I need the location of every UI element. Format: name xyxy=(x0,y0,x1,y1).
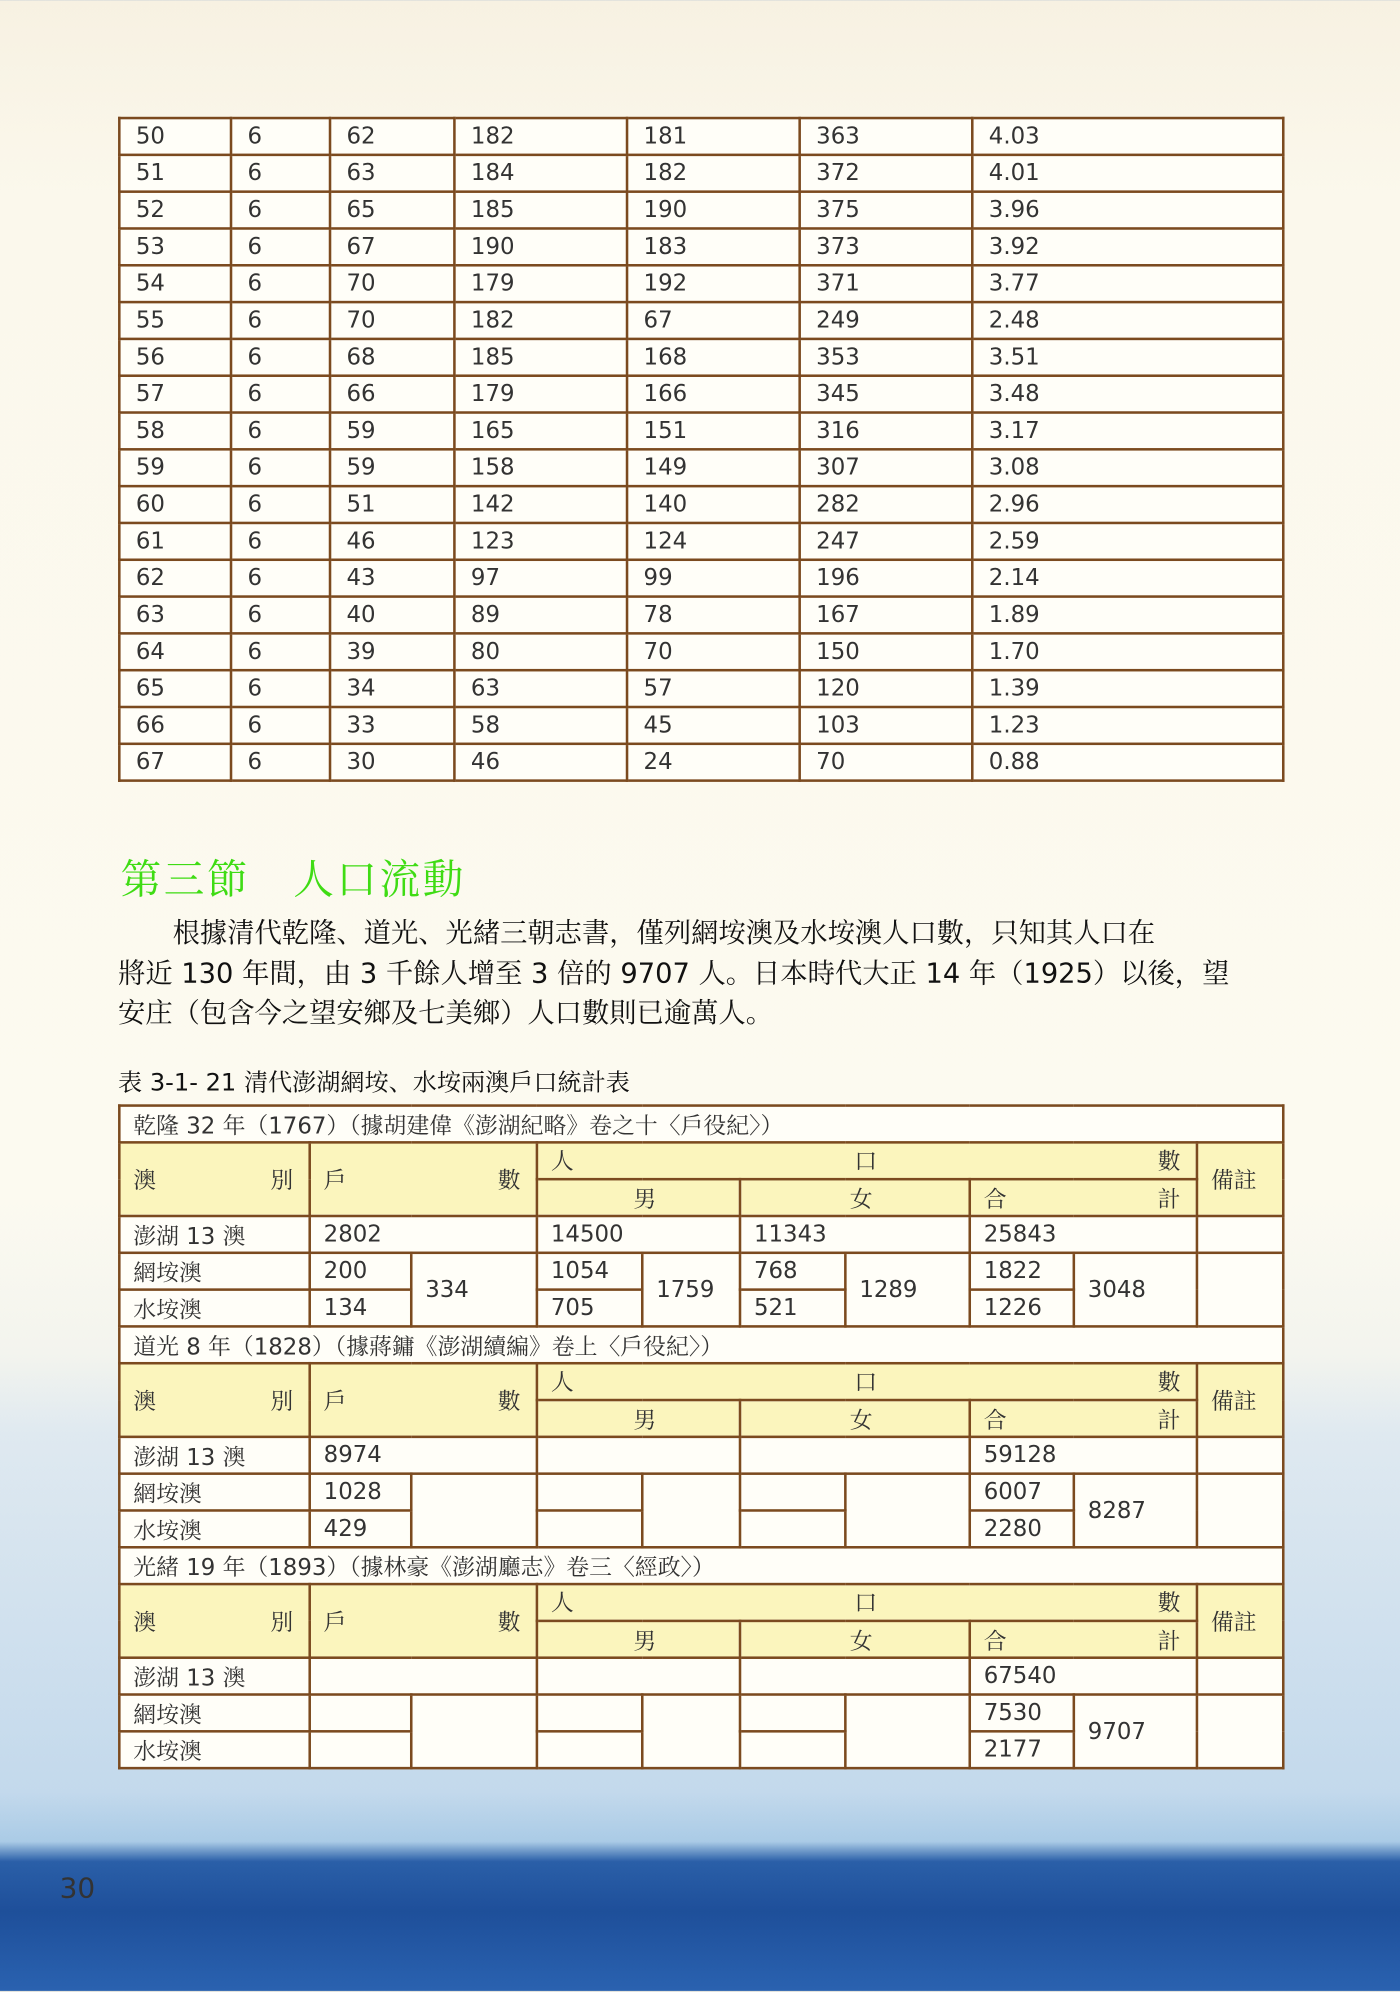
table-row xyxy=(119,1253,1283,1290)
table-cell: 80 xyxy=(454,633,627,670)
table-cell: 6 xyxy=(231,486,330,523)
table-cell: 46 xyxy=(454,744,627,781)
table-row xyxy=(119,707,1283,744)
note-cell xyxy=(1197,1658,1283,1695)
table-cell: 61 xyxy=(119,523,231,560)
table-cell: 6 xyxy=(231,192,330,229)
table-cell: 66 xyxy=(119,707,231,744)
table-row xyxy=(119,192,1283,229)
header-char: 合 xyxy=(983,1627,1007,1655)
spread-label xyxy=(133,1384,308,1417)
table-cell: 372 xyxy=(800,155,973,192)
table-row xyxy=(119,1363,1283,1400)
spread-label xyxy=(324,1163,536,1196)
table-row xyxy=(119,1142,1283,1179)
table-cell: 59 xyxy=(330,449,454,486)
header-population xyxy=(537,1584,1197,1621)
header-char: 戶 xyxy=(323,1388,347,1416)
table-cell: 59 xyxy=(330,413,454,450)
table-cell: 62 xyxy=(330,118,454,155)
spread-label xyxy=(551,1144,1196,1177)
table-cell: 1822 xyxy=(970,1253,1074,1290)
table-cell: 151 xyxy=(627,413,800,450)
table-cell: 134 xyxy=(310,1290,412,1327)
table-cell: 57 xyxy=(627,670,800,707)
table-cell: 168 xyxy=(627,339,800,376)
sum-cell: 1289 xyxy=(845,1253,969,1327)
table-cell: 3.92 xyxy=(972,228,1283,265)
table-cell xyxy=(740,1658,970,1695)
table-cell: 6 xyxy=(231,744,330,781)
header-char: 戶 xyxy=(323,1609,347,1637)
table-cell: 6007 xyxy=(970,1474,1074,1511)
table-cell: 53 xyxy=(119,228,231,265)
header-male: 男 xyxy=(537,1179,740,1216)
spread-label xyxy=(133,1163,308,1196)
region-name: 水垵澳 xyxy=(119,1290,309,1327)
table-cell: 58 xyxy=(119,413,231,450)
table-cell: 1054 xyxy=(537,1253,642,1290)
header-char: 數 xyxy=(1157,1369,1181,1397)
table-cell: 64 xyxy=(119,633,231,670)
header-population xyxy=(537,1142,1197,1179)
table-cell: 166 xyxy=(627,376,800,413)
table-cell: 3.17 xyxy=(972,413,1283,450)
table-cell: 6 xyxy=(231,633,330,670)
table-cell: 66 xyxy=(330,376,454,413)
table-cell: 3.77 xyxy=(972,265,1283,302)
table-row xyxy=(119,118,1283,155)
table-cell xyxy=(310,1658,537,1695)
table-row xyxy=(119,1437,1283,1474)
table-row xyxy=(119,597,1283,634)
table-row xyxy=(119,1474,1283,1511)
table-cell: 371 xyxy=(800,265,973,302)
table-cell: 1.23 xyxy=(972,707,1283,744)
table-cell: 58 xyxy=(454,707,627,744)
table-cell: 120 xyxy=(800,670,973,707)
table-cell: 63 xyxy=(454,670,627,707)
table-cell: 11343 xyxy=(740,1216,970,1253)
table-row xyxy=(119,486,1283,523)
table-row xyxy=(119,1658,1283,1695)
section-heading: 第三節 人口流動 xyxy=(120,855,466,904)
header-households xyxy=(310,1142,537,1216)
table-cell: 158 xyxy=(454,449,627,486)
paragraph-line: 安庄（包含今之望安鄉及七美鄉）人口數則已逾萬人。 xyxy=(118,997,774,1030)
table-cell: 43 xyxy=(330,560,454,597)
table-cell: 70 xyxy=(800,744,973,781)
table-row xyxy=(119,413,1283,450)
table-cell: 65 xyxy=(330,192,454,229)
header-char: 澳 xyxy=(133,1388,157,1416)
region-name: 澎湖 13 澳 xyxy=(119,1658,309,1695)
sum-cell xyxy=(411,1695,537,1769)
table-cell: 185 xyxy=(454,339,627,376)
table-cell: 345 xyxy=(800,376,973,413)
table-cell: 45 xyxy=(627,707,800,744)
table-cell xyxy=(537,1474,642,1511)
spread-label xyxy=(984,1402,1196,1435)
section-title-cell: 乾隆 32 年（1767）（據胡建偉《澎湖紀略》卷之十〈戶役紀〉） xyxy=(119,1106,1283,1143)
household-statistics-table xyxy=(118,1104,1285,1769)
population-table-continued xyxy=(118,117,1284,782)
spread-label xyxy=(984,1181,1196,1214)
table-cell: 59128 xyxy=(970,1437,1197,1474)
header-char: 戶 xyxy=(323,1167,347,1195)
table-cell: 6 xyxy=(231,597,330,634)
table-cell: 249 xyxy=(800,302,973,339)
header-population xyxy=(537,1363,1197,1400)
region-name: 澎湖 13 澳 xyxy=(119,1437,309,1474)
table-cell xyxy=(740,1437,970,1474)
sum-cell: 8287 xyxy=(1074,1474,1197,1548)
table-cell: 51 xyxy=(330,486,454,523)
table-row xyxy=(119,1584,1283,1621)
table-cell xyxy=(537,1695,642,1732)
table-cell xyxy=(740,1695,845,1732)
table-cell: 429 xyxy=(310,1510,412,1547)
header-region xyxy=(119,1142,309,1216)
table-cell: 182 xyxy=(454,302,627,339)
table-row xyxy=(119,339,1283,376)
note-cell xyxy=(1197,1474,1283,1548)
table-cell: 705 xyxy=(537,1290,642,1327)
table-cell: 140 xyxy=(627,486,800,523)
header-region xyxy=(119,1363,309,1437)
table-cell: 375 xyxy=(800,192,973,229)
header-char: 澳 xyxy=(133,1609,157,1637)
table-cell: 70 xyxy=(330,265,454,302)
paragraph-line: 將近 130 年間，由 3 千餘人增至 3 倍的 9707 人。日本時代大正 14 年（1925）以後，望 xyxy=(118,957,1230,990)
header-char: 數 xyxy=(1157,1148,1181,1176)
header-char: 澳 xyxy=(133,1167,157,1195)
table-cell: 307 xyxy=(800,449,973,486)
header-char: 別 xyxy=(270,1388,294,1416)
spread-label xyxy=(324,1604,536,1637)
table-cell: 67 xyxy=(330,228,454,265)
region-name: 網垵澳 xyxy=(119,1695,309,1732)
table-cell xyxy=(537,1731,642,1768)
table-cell: 52 xyxy=(119,192,231,229)
header-total xyxy=(970,1179,1197,1216)
table-cell: 247 xyxy=(800,523,973,560)
table-cell: 59 xyxy=(119,449,231,486)
spread-label xyxy=(551,1364,1196,1397)
table-cell: 14500 xyxy=(537,1216,740,1253)
table-row xyxy=(119,1695,1283,1732)
table-cell: 70 xyxy=(627,633,800,670)
table-cell: 67 xyxy=(119,744,231,781)
table-cell: 353 xyxy=(800,339,973,376)
table-cell: 182 xyxy=(454,118,627,155)
table-cell: 4.01 xyxy=(972,155,1283,192)
table-cell: 1226 xyxy=(970,1290,1074,1327)
table-cell: 316 xyxy=(800,413,973,450)
table-cell: 0.88 xyxy=(972,744,1283,781)
table-row xyxy=(119,1547,1283,1584)
table-cell: 373 xyxy=(800,228,973,265)
table-cell: 181 xyxy=(627,118,800,155)
table-cell: 63 xyxy=(330,155,454,192)
spread-label xyxy=(133,1604,308,1637)
table-cell: 24 xyxy=(627,744,800,781)
header-char: 人 xyxy=(550,1369,574,1397)
table-cell: 1.39 xyxy=(972,670,1283,707)
table-cell: 3.08 xyxy=(972,449,1283,486)
table-cell: 3.96 xyxy=(972,192,1283,229)
table-cell: 1.70 xyxy=(972,633,1283,670)
table-row xyxy=(119,633,1283,670)
table-cell: 150 xyxy=(800,633,973,670)
table-cell xyxy=(740,1474,845,1511)
table-cell: 54 xyxy=(119,265,231,302)
table-cell xyxy=(310,1731,412,1768)
table-cell: 7530 xyxy=(970,1695,1074,1732)
note-cell xyxy=(1197,1695,1283,1769)
table-cell: 89 xyxy=(454,597,627,634)
table-cell: 6 xyxy=(231,449,330,486)
table-cell: 6 xyxy=(231,670,330,707)
table-cell: 2.48 xyxy=(972,302,1283,339)
table-cell xyxy=(537,1437,740,1474)
header-char: 口 xyxy=(854,1148,878,1176)
table-cell xyxy=(310,1695,412,1732)
table-cell: 3.51 xyxy=(972,339,1283,376)
table-cell: 3.48 xyxy=(972,376,1283,413)
table-cell: 60 xyxy=(119,486,231,523)
table-row xyxy=(119,265,1283,302)
table-row xyxy=(119,155,1283,192)
sum-cell xyxy=(411,1474,537,1548)
table-cell: 282 xyxy=(800,486,973,523)
header-char: 計 xyxy=(1157,1186,1181,1213)
region-name: 網垵澳 xyxy=(119,1474,309,1511)
region-name: 澎湖 13 澳 xyxy=(119,1216,309,1253)
header-char: 別 xyxy=(270,1167,294,1195)
table-cell: 99 xyxy=(627,560,800,597)
table-row xyxy=(119,1216,1283,1253)
table-cell: 182 xyxy=(627,155,800,192)
table-cell: 123 xyxy=(454,523,627,560)
table-cell: 200 xyxy=(310,1253,412,1290)
table-cell: 6 xyxy=(231,339,330,376)
table-cell: 363 xyxy=(800,118,973,155)
table-cell: 190 xyxy=(627,192,800,229)
table-cell: 6 xyxy=(231,265,330,302)
table-cell: 183 xyxy=(627,228,800,265)
table-cell xyxy=(537,1658,740,1695)
table-cell: 34 xyxy=(330,670,454,707)
section-title-cell: 光緒 19 年（1893）（據林豪《澎湖廳志》卷三〈經政〉） xyxy=(119,1547,1283,1584)
table-cell: 1028 xyxy=(310,1474,412,1511)
table-cell: 30 xyxy=(330,744,454,781)
spread-label xyxy=(551,1585,1196,1618)
sum-cell xyxy=(642,1695,740,1769)
table-cell: 65 xyxy=(119,670,231,707)
table-cell: 6 xyxy=(231,228,330,265)
header-total xyxy=(970,1400,1197,1437)
table-cell xyxy=(740,1510,845,1547)
table-cell: 6 xyxy=(231,302,330,339)
table-row xyxy=(119,449,1283,486)
table-cell: 2802 xyxy=(310,1216,537,1253)
region-name: 網垵澳 xyxy=(119,1253,309,1290)
table-cell: 6 xyxy=(231,523,330,560)
note-cell xyxy=(1197,1437,1283,1474)
note-cell xyxy=(1197,1216,1283,1253)
table-cell: 33 xyxy=(330,707,454,744)
table-cell: 2177 xyxy=(970,1731,1074,1768)
table-cell: 184 xyxy=(454,155,627,192)
note-cell xyxy=(1197,1253,1283,1327)
table-cell: 40 xyxy=(330,597,454,634)
table-cell: 6 xyxy=(231,413,330,450)
sum-cell xyxy=(845,1474,969,1548)
table-cell: 97 xyxy=(454,560,627,597)
table-cell: 68 xyxy=(330,339,454,376)
table-cell: 56 xyxy=(119,339,231,376)
table-cell: 6 xyxy=(231,560,330,597)
header-char: 數 xyxy=(1157,1590,1181,1618)
header-char: 人 xyxy=(550,1590,574,1618)
table-cell: 124 xyxy=(627,523,800,560)
table-cell: 57 xyxy=(119,376,231,413)
table-cell: 62 xyxy=(119,560,231,597)
table-cell: 39 xyxy=(330,633,454,670)
table-cell: 6 xyxy=(231,118,330,155)
section-title-cell: 道光 8 年（1828）（據蔣鏞《澎湖續編》卷上〈戶役紀〉） xyxy=(119,1326,1283,1363)
header-char: 計 xyxy=(1157,1407,1181,1434)
table-row xyxy=(119,560,1283,597)
table-row xyxy=(119,376,1283,413)
table-cell: 2.14 xyxy=(972,560,1283,597)
paragraph-line: 根據清代乾隆、道光、光緒三朝志書，僅列網垵澳及水垵澳人口數，只知其人口在 xyxy=(118,917,1156,950)
sum-cell: 9707 xyxy=(1074,1695,1197,1769)
header-char: 計 xyxy=(1157,1627,1181,1655)
table-cell: 103 xyxy=(800,707,973,744)
table-cell: 50 xyxy=(119,118,231,155)
table-row xyxy=(119,1326,1283,1363)
header-char: 口 xyxy=(854,1590,878,1618)
body-paragraph xyxy=(118,914,1286,1034)
header-char: 口 xyxy=(854,1369,878,1397)
table-cell: 51 xyxy=(119,155,231,192)
header-note: 備註 xyxy=(1197,1363,1283,1437)
header-note: 備註 xyxy=(1197,1142,1283,1216)
spread-label xyxy=(324,1384,536,1417)
header-male: 男 xyxy=(537,1400,740,1437)
table-cell: 167 xyxy=(800,597,973,634)
table-cell: 78 xyxy=(627,597,800,634)
table-cell xyxy=(740,1731,845,1768)
table-cell: 46 xyxy=(330,523,454,560)
sum-cell: 1759 xyxy=(642,1253,740,1327)
table-cell: 2280 xyxy=(970,1510,1074,1547)
table-cell: 185 xyxy=(454,192,627,229)
table-cell: 1.89 xyxy=(972,597,1283,634)
table-cell: 149 xyxy=(627,449,800,486)
table-cell: 768 xyxy=(740,1253,845,1290)
table-cell: 196 xyxy=(800,560,973,597)
sum-cell: 3048 xyxy=(1074,1253,1197,1327)
table-cell: 192 xyxy=(627,265,800,302)
sum-cell xyxy=(642,1474,740,1548)
header-char: 人 xyxy=(550,1148,574,1176)
header-households xyxy=(310,1584,537,1658)
sum-cell xyxy=(845,1695,969,1769)
table-row xyxy=(119,523,1283,560)
table-cell: 6 xyxy=(231,376,330,413)
table-cell: 67 xyxy=(627,302,800,339)
table-cell: 6 xyxy=(231,155,330,192)
header-region xyxy=(119,1584,309,1658)
header-female: 女 xyxy=(740,1400,970,1437)
table-row xyxy=(119,670,1283,707)
table-cell: 179 xyxy=(454,376,627,413)
table-row xyxy=(119,302,1283,339)
table-row xyxy=(119,744,1283,781)
table-cell: 2.96 xyxy=(972,486,1283,523)
table-cell: 25843 xyxy=(970,1216,1197,1253)
table-cell: 55 xyxy=(119,302,231,339)
header-note: 備註 xyxy=(1197,1584,1283,1658)
header-total xyxy=(970,1621,1197,1658)
header-char: 別 xyxy=(270,1609,294,1637)
header-char: 合 xyxy=(983,1186,1007,1213)
table-cell: 70 xyxy=(330,302,454,339)
table-row xyxy=(119,228,1283,265)
page-number: 30 xyxy=(59,1873,96,1906)
sum-cell: 334 xyxy=(411,1253,537,1327)
table-row xyxy=(119,1106,1283,1143)
region-name: 水垵澳 xyxy=(119,1510,309,1547)
header-female: 女 xyxy=(740,1621,970,1658)
table-cell: 165 xyxy=(454,413,627,450)
spread-label xyxy=(984,1623,1196,1656)
header-male: 男 xyxy=(537,1621,740,1658)
table-cell: 521 xyxy=(740,1290,845,1327)
header-char: 數 xyxy=(497,1388,521,1416)
table-cell: 63 xyxy=(119,597,231,634)
table-cell: 67540 xyxy=(970,1658,1197,1695)
table-cell: 6 xyxy=(231,707,330,744)
header-char: 數 xyxy=(497,1167,521,1195)
table-caption: 表 3-1- 21 清代澎湖網垵、水垵兩澳戶口統計表 xyxy=(118,1068,630,1097)
header-female: 女 xyxy=(740,1179,970,1216)
header-households xyxy=(310,1363,537,1437)
table-cell: 142 xyxy=(454,486,627,523)
table-cell xyxy=(537,1510,642,1547)
region-name: 水垵澳 xyxy=(119,1731,309,1768)
table-cell: 190 xyxy=(454,228,627,265)
header-char: 數 xyxy=(497,1609,521,1637)
table-cell: 179 xyxy=(454,265,627,302)
table-cell: 4.03 xyxy=(972,118,1283,155)
table-cell: 8974 xyxy=(310,1437,537,1474)
table-cell: 2.59 xyxy=(972,523,1283,560)
header-char: 合 xyxy=(983,1407,1007,1434)
